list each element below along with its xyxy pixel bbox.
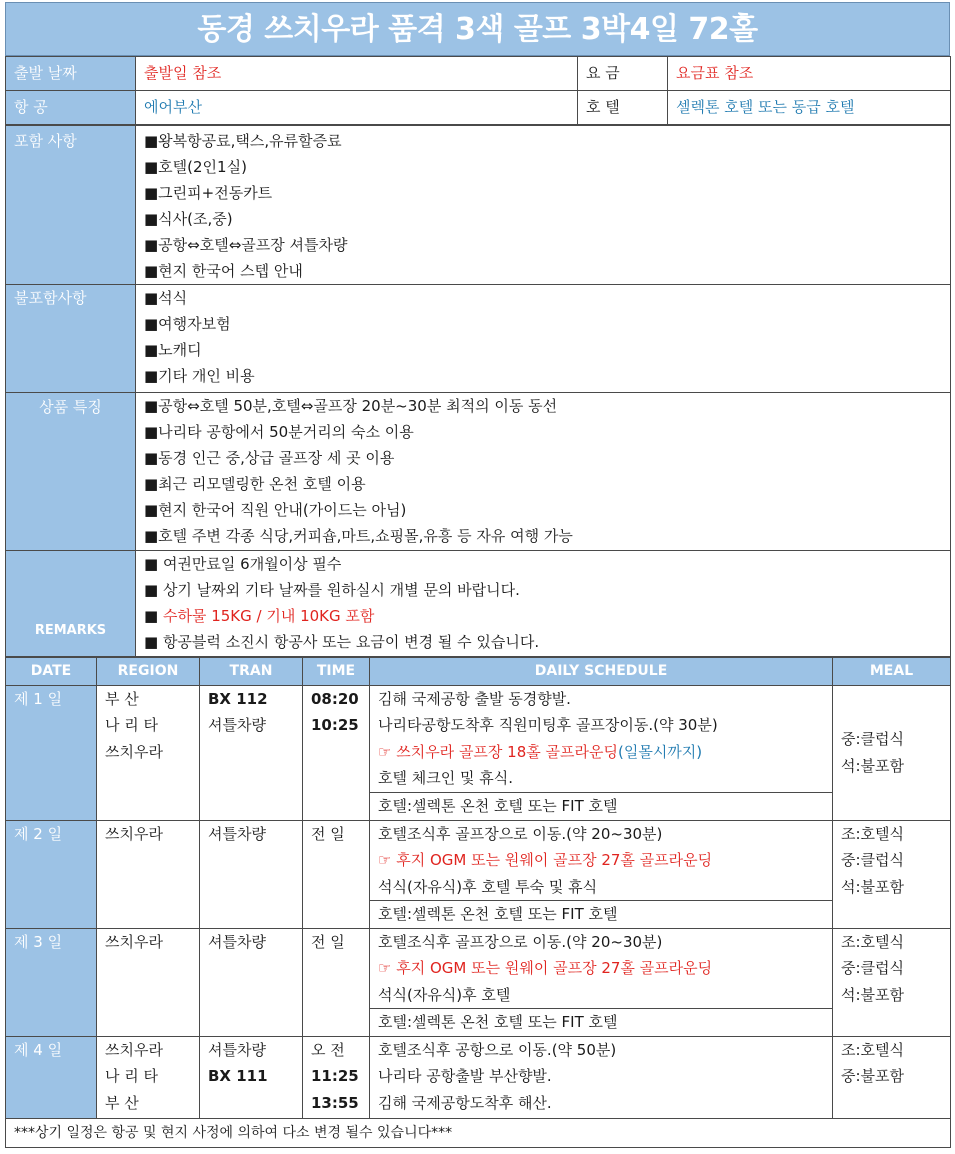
transport-name: 셔틀차량 xyxy=(208,824,266,843)
included-item: ■호텔(2인1실) xyxy=(144,158,247,176)
details-table xyxy=(5,125,951,657)
included-item: ■식사(조,중) xyxy=(144,210,233,228)
header-daily-schedule: DAILY SCHEDULE xyxy=(370,658,833,686)
region-cell xyxy=(97,1036,200,1118)
region-cell xyxy=(97,820,200,928)
schedule-line: 나리타 공항출발 부산향발. xyxy=(378,1067,552,1085)
transport-name: 셔틀차량 xyxy=(208,716,266,734)
excluded-item: ■기타 개인 비용 xyxy=(144,367,255,385)
included-item: ■왕복항공료,택스,유류할증료 xyxy=(144,132,342,150)
meal-item: 석:불포함 xyxy=(841,756,905,775)
sunset-note: (일몰시까지) xyxy=(617,742,703,761)
meal-item: 중:불포함 xyxy=(841,1067,905,1085)
transport-name: 셔틀차량 xyxy=(208,932,266,951)
airline-label: 항 공 xyxy=(6,91,136,125)
footer-note: ***상기 일정은 항공 및 현지 사정에 의하여 다소 변경 될수 있습니다*** xyxy=(6,1118,951,1147)
region-name: 부 산 xyxy=(105,1093,139,1112)
remark-item: ■ 상기 날짜외 기타 날짜를 원하실시 개별 문의 바랍니다. xyxy=(144,581,520,599)
departure-label: 출발 날짜 xyxy=(6,57,136,91)
airline-value: 에어부산 xyxy=(136,91,578,125)
meal-cell xyxy=(833,685,951,820)
time-value: 08:20 xyxy=(311,689,359,708)
itinerary-document xyxy=(5,2,950,1148)
transport-cell xyxy=(200,928,303,1036)
included-item: ■그린피+전동카트 xyxy=(144,184,273,202)
meal-cell xyxy=(833,820,951,928)
meal-item: 석:불포함 xyxy=(841,985,905,1004)
excluded-label: 불포함사항 xyxy=(6,285,136,393)
golf-round-text: ☞ 후지 OGM 또는 원웨이 골프장 27홀 골프라운딩 xyxy=(378,959,713,977)
time-cell xyxy=(303,685,370,820)
transport-name: 셔틀차량 xyxy=(208,1040,266,1059)
region-cell xyxy=(97,685,200,820)
info-table xyxy=(5,56,951,125)
daily-schedule-cell xyxy=(370,820,833,928)
schedule-line: 석식(자유식)후 호텔 투숙 및 휴식 xyxy=(378,877,598,896)
included-label: 포함 사항 xyxy=(6,126,136,285)
schedule-line: 김해 국제공항 출발 동경향발. xyxy=(378,689,571,708)
excluded-list xyxy=(136,285,951,393)
hotel-label: 호 텔 xyxy=(578,91,668,125)
schedule-line: 호텔조식후 골프장으로 이동.(약 20~30분) xyxy=(378,932,663,951)
hotel-line: 호텔:셀렉톤 온천 호텔 또는 FIT 호텔 xyxy=(370,792,832,820)
daily-schedule-cell xyxy=(370,685,833,820)
remark-item: ■ 항공블럭 소진시 항공사 또는 요금이 변경 될 수 있습니다. xyxy=(144,633,540,651)
time-value: 10:25 xyxy=(311,716,359,734)
time-cell xyxy=(303,820,370,928)
schedule-line: 호텔조식후 골프장으로 이동.(약 20~30분) xyxy=(378,824,663,843)
region-name: 나 리 타 xyxy=(105,1067,159,1085)
remark-item-baggage xyxy=(144,603,942,629)
schedule-row-day1 xyxy=(6,685,951,820)
flight-code: BX 112 xyxy=(208,689,268,708)
included-list xyxy=(136,126,951,285)
excluded-item: ■여행자보험 xyxy=(144,315,231,333)
features-label: 상품 특징 xyxy=(6,393,136,551)
region-name: 쓰치우라 xyxy=(105,742,163,761)
daily-schedule-cell xyxy=(370,1036,833,1118)
remarks-label: REMARKS xyxy=(6,551,136,657)
region-name: 쓰치우라 xyxy=(105,1040,163,1059)
feature-item: ■동경 인근 중,상급 골프장 세 곳 이용 xyxy=(144,449,395,467)
header-date: DATE xyxy=(6,658,97,686)
region-name: 쓰치우라 xyxy=(105,824,163,843)
feature-item: ■최근 리모델링한 온천 호텔 이용 xyxy=(144,475,366,493)
golf-round-text: ☞ 쓰치우라 골프장 18홀 골프라운딩 xyxy=(378,742,618,761)
golf-round-text: ☞ 후지 OGM 또는 원웨이 골프장 27홀 골프라운딩 xyxy=(378,851,713,869)
region-name: 부 산 xyxy=(105,689,139,708)
excluded-item: ■노캐디 xyxy=(144,341,202,359)
region-name: 쓰치우라 xyxy=(105,932,163,951)
header-time: TIME xyxy=(303,658,370,686)
remark-item: ■ 여권만료일 6개월이상 필수 xyxy=(144,555,342,573)
meal-item: 조:호텔식 xyxy=(841,1040,905,1059)
region-cell xyxy=(97,928,200,1036)
schedule-line: 호텔조식후 공항으로 이동.(약 50분) xyxy=(378,1040,617,1059)
header-region: REGION xyxy=(97,658,200,686)
meal-item: 중:클럽식 xyxy=(841,730,905,748)
transport-cell xyxy=(200,820,303,928)
meal-item: 조:호텔식 xyxy=(841,932,905,951)
hotel-line: 호텔:셀렉톤 온천 호텔 또는 FIT 호텔 xyxy=(370,1008,832,1036)
schedule-table xyxy=(5,657,951,1148)
schedule-row-day4 xyxy=(6,1036,951,1118)
schedule-line: 나리타공항도착후 직원미팅후 골프장이동.(약 30분) xyxy=(378,716,718,734)
time-value: 오 전 xyxy=(311,1040,345,1059)
golf-round-line xyxy=(378,739,824,766)
included-item: ■현지 한국어 스텝 안내 xyxy=(144,262,303,280)
schedule-row-day2 xyxy=(6,820,951,928)
meal-item: 중:클럽식 xyxy=(841,851,905,869)
header-meal: MEAL xyxy=(833,658,951,686)
features-list xyxy=(136,393,951,551)
meal-item: 조:호텔식 xyxy=(841,824,905,843)
departure-value: 출발일 참조 xyxy=(136,57,578,91)
feature-item: ■호텔 주변 각종 식당,커피숍,마트,쇼핑몰,유흥 등 자유 여행 가능 xyxy=(144,527,573,545)
remarks-list xyxy=(136,551,951,657)
transport-cell xyxy=(200,685,303,820)
included-item: ■공항⇔호텔⇔골프장 셔틀차량 xyxy=(144,236,348,254)
time-value: 13:55 xyxy=(311,1093,359,1112)
header-tran: TRAN xyxy=(200,658,303,686)
schedule-line: 김해 국제공항도착후 해산. xyxy=(378,1093,552,1112)
day-label: 제 2 일 xyxy=(6,820,97,928)
time-cell xyxy=(303,928,370,1036)
time-value: 전 일 xyxy=(311,824,345,843)
schedule-line: 호텔 체크인 및 휴식. xyxy=(378,769,513,787)
feature-item: ■현지 한국어 직원 안내(가이드는 아님) xyxy=(144,501,407,519)
meal-cell xyxy=(833,928,951,1036)
day-label: 제 3 일 xyxy=(6,928,97,1036)
transport-cell xyxy=(200,1036,303,1118)
page-title: 동경 쓰치우라 품격 3색 골프 3박4일 72홀 xyxy=(5,2,950,56)
price-value: 요금표 참조 xyxy=(668,57,951,91)
baggage-text: 수하물 15KG / 기내 10KG 포함 xyxy=(162,607,375,625)
price-label: 요 금 xyxy=(578,57,668,91)
flight-code: BX 111 xyxy=(208,1067,268,1085)
time-value: 11:25 xyxy=(311,1067,359,1085)
day-label: 제 4 일 xyxy=(6,1036,97,1118)
meal-cell xyxy=(833,1036,951,1118)
time-value: 전 일 xyxy=(311,932,345,951)
remark-bullet: ■ xyxy=(144,607,163,625)
excluded-item: ■석식 xyxy=(144,289,188,307)
feature-item: ■공항⇔호텔 50분,호텔⇔골프장 20분~30분 최적의 이동 동선 xyxy=(144,397,558,415)
hotel-value: 셀렉톤 호텔 또는 동급 호텔 xyxy=(668,91,951,125)
region-name: 나 리 타 xyxy=(105,716,159,734)
time-cell xyxy=(303,1036,370,1118)
meal-item: 중:클럽식 xyxy=(841,959,905,977)
schedule-line: 석식(자유식)후 호텔 xyxy=(378,985,511,1004)
meal-item: 석:불포함 xyxy=(841,877,905,896)
day-label: 제 1 일 xyxy=(6,685,97,820)
hotel-line: 호텔:셀렉톤 온천 호텔 또는 FIT 호텔 xyxy=(370,900,832,928)
feature-item: ■나리타 공항에서 50분거리의 숙소 이용 xyxy=(144,423,414,441)
daily-schedule-cell xyxy=(370,928,833,1036)
schedule-row-day3 xyxy=(6,928,951,1036)
